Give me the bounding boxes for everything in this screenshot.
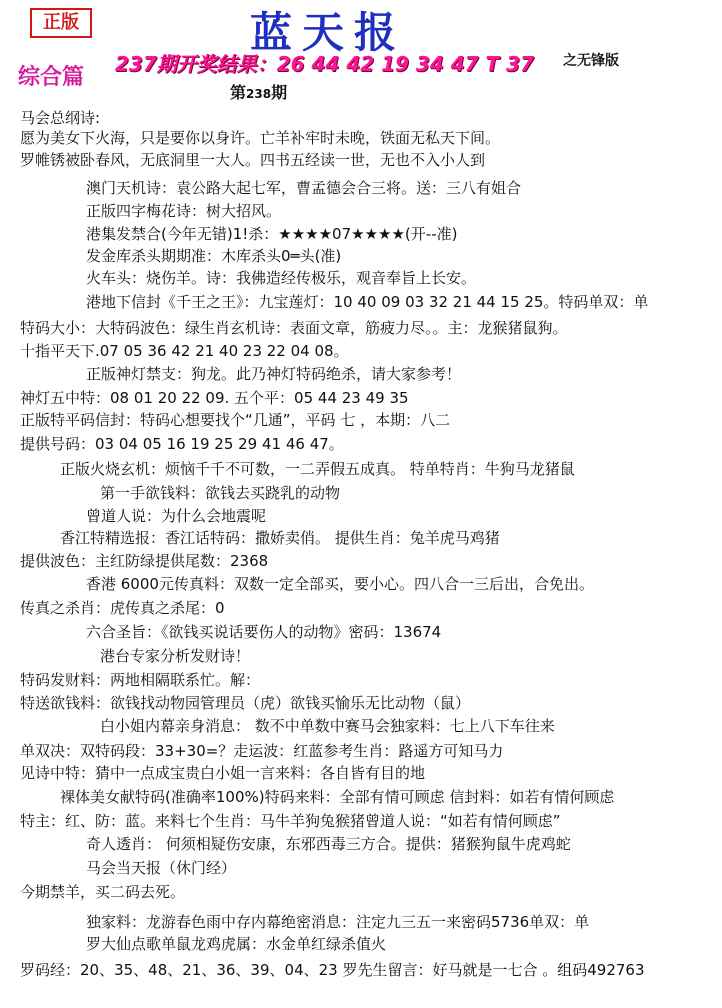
text-line: 奇人透肖： 何须相疑伤安康，东邪西毒三方合。提供：猪猴狗鼠牛虎鸡蛇 — [86, 835, 571, 853]
text-line: 十指平天下.07 05 36 42 21 40 23 22 04 08。 — [20, 342, 349, 360]
text-line: 发金库杀头期期准：木库杀头0═头(准) — [86, 247, 342, 265]
masthead-title: 蓝天报 — [250, 8, 407, 57]
section-label: 综合篇 — [18, 64, 85, 90]
issue-suffix: 期 — [271, 83, 288, 102]
text-line: 正版火烧玄机：烦恼千千不可数，一二弄假五成真。 特单特肖：牛狗马龙猪鼠 — [60, 460, 575, 478]
text-line: 马会总纲诗: — [20, 109, 101, 127]
text-line: 提供波色：主红防绿提供尾数：2368 — [20, 552, 269, 570]
text-line: 罗帷锈被卧春风，无底洞里一大人。四书五经读一世，无也不入小人到 — [20, 151, 486, 169]
text-line: 港地下信封《千王之王》：九宝莲灯：10 40 09 03 32 21 44 15 25。特码单双：单 — [86, 293, 649, 311]
text-line: 火车头：烧伤羊。诗：我佛造经传极乐，观音奉旨上长安。 — [86, 269, 477, 287]
text-line: 单双决：双特码段：33+30=？走运波：红蓝参考生肖：路遥方可知马力 — [20, 742, 504, 760]
text-line: 正版特平码信封：特码心想要找个“几通”，平码 七 ，本期：八二 — [20, 411, 451, 429]
text-line: 正版神灯禁支：狗龙。此乃神灯特码绝杀，请大家参考！ — [86, 365, 462, 383]
text-line: 曾道人说：为什么会地震呢 — [86, 507, 267, 525]
issue-prefix: 第 — [230, 83, 247, 102]
text-line: 见诗中特：猜中一点成宝贵白小姐一言来料：各自皆有目的地 — [20, 764, 426, 782]
text-line: 罗码经：20、35、48、21、36、39、04、23 罗先生留言：好马就是一七合 。组码492763 — [20, 961, 645, 979]
issue-number — [230, 80, 287, 103]
text-line: 神灯五中特：08 01 20 22 09. 五个平：05 44 23 49 35 — [20, 389, 409, 407]
text-line: 澳门天机诗：袁公路大起七军，曹孟德会合三将。送：三八有姐合 — [86, 179, 522, 197]
text-line: 第一手欲钱料：欲钱去买跷乳的动物 — [100, 484, 341, 502]
text-line: 正版四字梅花诗：树大招风。 — [86, 202, 282, 220]
text-line: 特码大小：大特码波色：绿生肖玄机诗：表面文章，筋疲力尽。。主：龙猴猪鼠狗。 — [20, 319, 568, 337]
text-line: 白小姐内幕亲身消息： 数不中单数中赛马会独家料：七上八下车往来 — [100, 717, 555, 735]
text-line: 特送欲钱料：欲钱找动物园管理员（虎）欲钱买愉乐无比动物（鼠） — [20, 694, 471, 712]
draw-result-banner: 237期开奖结果：26 44 42 19 34 47 T 37 — [115, 52, 534, 76]
text-line: 六合圣旨：《欲钱买说话要伤人的动物》密码：13674 — [86, 623, 442, 641]
text-line: 马会当天报（休门经） — [86, 859, 237, 877]
edition-label: 之无锋版 — [563, 53, 619, 69]
text-line: 愿为美女下火海，只是要你以身许。亡羊补牢时未晚，铁面无私天下间。 — [20, 129, 501, 147]
text-line: 独家料：龙游春色雨中存内幕绝密消息：注定九三五一来密码5736单双：单 — [86, 913, 590, 931]
text-line: 今期禁羊，买二码去死。 — [20, 883, 186, 901]
text-line: 罗大仙点歌单鼠龙鸡虎属：水金单红绿杀值火 — [86, 935, 387, 953]
text-line: 特主：红、防：蓝。来料七个生肖：马牛羊狗兔猴猪曾道人说：“如若有情何顾虑” — [20, 812, 561, 830]
text-line: 传真之杀肖：虎传真之杀尾：0 — [20, 599, 225, 617]
edition-badge: 正版 — [30, 8, 92, 38]
text-line: 裸体美女献特码(准确率100%)特码来料：全部有情可顾虑 信封料：如若有情何顾虑 — [60, 788, 615, 806]
text-line: 香港 6000元传真料：双数一定全部买，要小心。四八合一三后出，合免出。 — [86, 575, 594, 593]
text-line: 港台专家分析发财诗！ — [100, 647, 251, 665]
text-line: 提供号码：03 04 05 16 19 25 29 41 46 47。 — [20, 435, 344, 453]
text-line: 港集发禁合(今年无错)1!杀：★★★★07★★★★(开--准) — [86, 225, 458, 243]
issue-number-value: 238 — [246, 87, 272, 101]
text-line: 特码发财料：两地相隔联系忙。解： — [20, 671, 261, 689]
text-line: 香江特精选报：香江话特码：撒娇卖俏。 提供生肖：兔羊虎马鸡猪 — [60, 529, 500, 547]
